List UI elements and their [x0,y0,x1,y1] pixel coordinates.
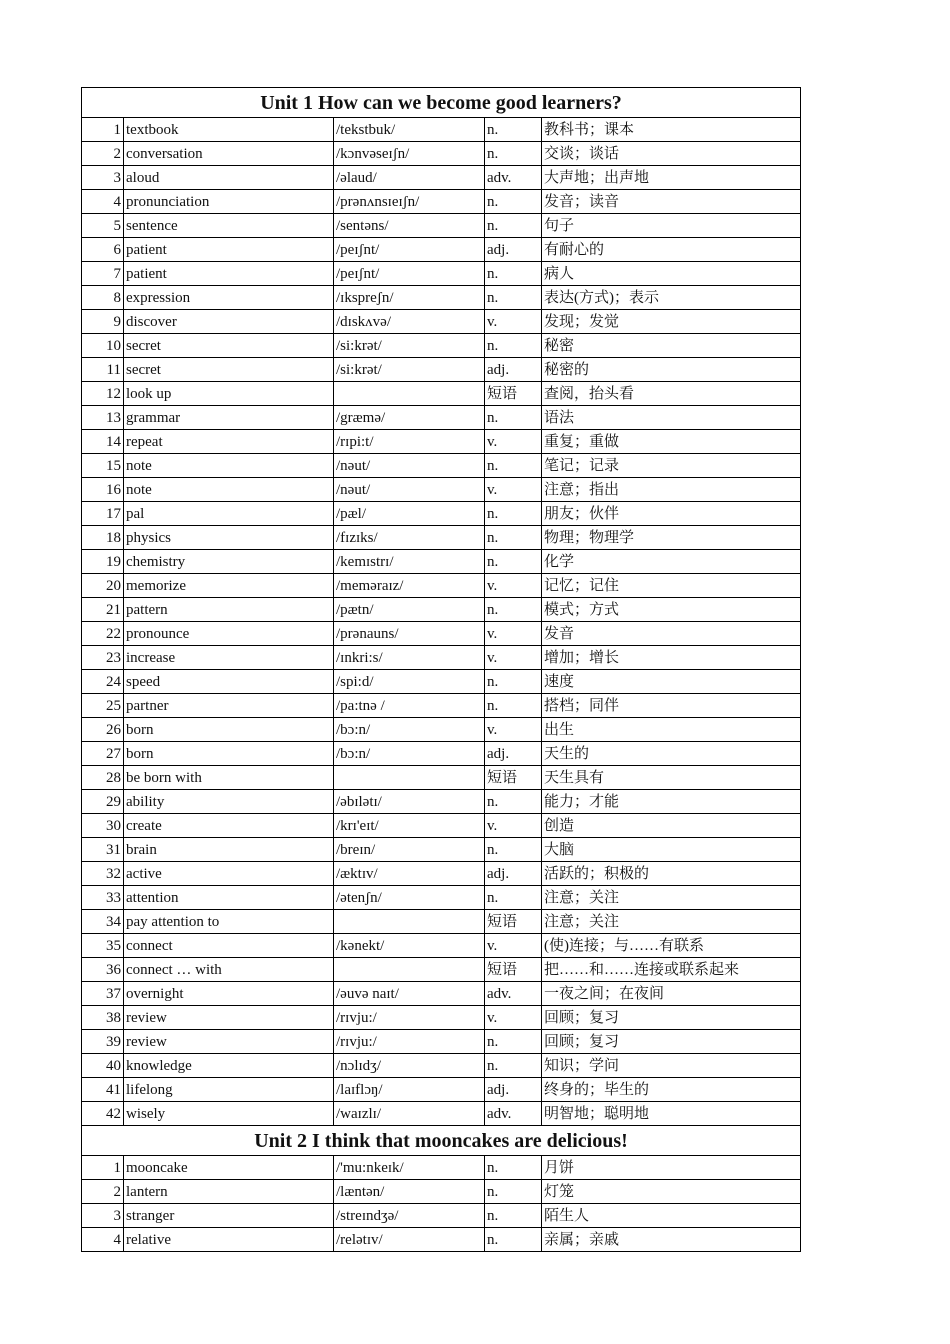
word-cell: note [124,454,334,478]
part-of-speech-cell: n. [485,694,542,718]
row-number: 12 [82,382,124,406]
part-of-speech-cell: n. [485,190,542,214]
phonetic-cell: /sentəns/ [334,214,485,238]
meaning-cell: 病人 [542,262,801,286]
row-number: 2 [82,142,124,166]
phonetic-cell: /si:krət/ [334,358,485,382]
part-of-speech-cell: v. [485,478,542,502]
word-cell: chemistry [124,550,334,574]
word-cell: wisely [124,1102,334,1126]
part-of-speech-cell: v. [485,718,542,742]
row-number: 16 [82,478,124,502]
word-cell: review [124,1006,334,1030]
phonetic-cell: /krɪ'eɪt/ [334,814,485,838]
table-row [82,1102,801,1126]
row-number: 19 [82,550,124,574]
phonetic-cell: /dɪskʌvə/ [334,310,485,334]
table-row [82,814,801,838]
table-row [82,190,801,214]
part-of-speech-cell: adj. [485,1078,542,1102]
part-of-speech-cell: 短语 [485,958,542,982]
part-of-speech-cell: adj. [485,742,542,766]
part-of-speech-cell: n. [485,790,542,814]
meaning-cell: 化学 [542,550,801,574]
phonetic-cell: /nəut/ [334,478,485,502]
row-number: 27 [82,742,124,766]
part-of-speech-cell: n. [485,886,542,910]
word-cell: born [124,718,334,742]
part-of-speech-cell: 短语 [485,382,542,406]
meaning-cell: 发现；发觉 [542,310,801,334]
meaning-cell: 语法 [542,406,801,430]
part-of-speech-cell: v. [485,814,542,838]
word-cell: relative [124,1228,334,1252]
phonetic-cell: /kɔnvəseɪʃn/ [334,142,485,166]
word-cell: textbook [124,118,334,142]
meaning-cell: 记忆；记住 [542,574,801,598]
phonetic-cell: /tekstbuk/ [334,118,485,142]
word-cell: conversation [124,142,334,166]
table-row [82,886,801,910]
part-of-speech-cell: n. [485,1030,542,1054]
meaning-cell: 发音 [542,622,801,646]
table-row [82,430,801,454]
phonetic-cell: /spi:d/ [334,670,485,694]
row-number: 26 [82,718,124,742]
part-of-speech-cell: n. [485,502,542,526]
word-cell: pronounce [124,622,334,646]
unit-title: Unit 1 How can we become good learners? [82,88,801,118]
row-number: 7 [82,262,124,286]
part-of-speech-cell: adv. [485,166,542,190]
phonetic-cell: /prənʌnsɪeɪʃn/ [334,190,485,214]
word-cell: secret [124,334,334,358]
meaning-cell: 创造 [542,814,801,838]
table-row [82,454,801,478]
phonetic-cell: /ɪkspreʃn/ [334,286,485,310]
part-of-speech-cell: n. [485,454,542,478]
word-cell: physics [124,526,334,550]
table-row [82,1078,801,1102]
meaning-cell: 查阅，抬头看 [542,382,801,406]
part-of-speech-cell: n. [485,1180,542,1204]
part-of-speech-cell: 短语 [485,766,542,790]
row-number: 32 [82,862,124,886]
part-of-speech-cell: adj. [485,862,542,886]
word-cell: expression [124,286,334,310]
phonetic-cell: /breɪn/ [334,838,485,862]
unit-title: Unit 2 I think that mooncakes are delicious! [82,1126,801,1156]
row-number: 24 [82,670,124,694]
table-row [82,766,801,790]
meaning-cell: 交谈；谈话 [542,142,801,166]
word-cell: connect [124,934,334,958]
phonetic-cell: /streɪndʒə/ [334,1204,485,1228]
table-row [82,598,801,622]
row-number: 2 [82,1180,124,1204]
table-row [82,718,801,742]
table-row [82,574,801,598]
phonetic-cell [334,910,485,934]
word-cell: grammar [124,406,334,430]
word-cell: brain [124,838,334,862]
row-number: 38 [82,1006,124,1030]
meaning-cell: 句子 [542,214,801,238]
word-cell: discover [124,310,334,334]
part-of-speech-cell: n. [485,1204,542,1228]
meaning-cell: 回顾；复习 [542,1006,801,1030]
row-number: 30 [82,814,124,838]
part-of-speech-cell: v. [485,1006,542,1030]
phonetic-cell: /rɪpi:t/ [334,430,485,454]
row-number: 8 [82,286,124,310]
part-of-speech-cell: n. [485,214,542,238]
phonetic-cell: /rɪvju:/ [334,1030,485,1054]
table-row [82,166,801,190]
word-cell: pronunciation [124,190,334,214]
phonetic-cell: /əlaud/ [334,166,485,190]
word-cell: create [124,814,334,838]
word-cell: look up [124,382,334,406]
meaning-cell: 速度 [542,670,801,694]
meaning-cell: 回顾；复习 [542,1030,801,1054]
table-row [82,1204,801,1228]
row-number: 14 [82,430,124,454]
row-number: 41 [82,1078,124,1102]
meaning-cell: 把……和……连接或联系起来 [542,958,801,982]
phonetic-cell: /kənekt/ [334,934,485,958]
table-row [82,1156,801,1180]
part-of-speech-cell: adv. [485,982,542,1006]
row-number: 37 [82,982,124,1006]
part-of-speech-cell: n. [485,598,542,622]
table-row [82,262,801,286]
table-row [82,358,801,382]
table-row [82,478,801,502]
vocabulary-table [81,87,801,1252]
row-number: 6 [82,238,124,262]
phonetic-cell [334,766,485,790]
phonetic-cell: /laɪflɔŋ/ [334,1078,485,1102]
part-of-speech-cell: adv. [485,1102,542,1126]
word-cell: overnight [124,982,334,1006]
part-of-speech-cell: 短语 [485,910,542,934]
part-of-speech-cell: n. [485,406,542,430]
word-cell: patient [124,238,334,262]
word-cell: pattern [124,598,334,622]
phonetic-cell: /græmə/ [334,406,485,430]
unit-header-row [82,1126,801,1156]
word-cell: partner [124,694,334,718]
meaning-cell: 重复；重做 [542,430,801,454]
table-row [82,238,801,262]
phonetic-cell: /prənauns/ [334,622,485,646]
part-of-speech-cell: n. [485,1054,542,1078]
meaning-cell: 注意；指出 [542,478,801,502]
word-cell: stranger [124,1204,334,1228]
row-number: 25 [82,694,124,718]
word-cell: secret [124,358,334,382]
table-row [82,502,801,526]
phonetic-cell: /peɪʃnt/ [334,262,485,286]
table-row [82,142,801,166]
phonetic-cell: /peɪʃnt/ [334,238,485,262]
meaning-cell: 月饼 [542,1156,801,1180]
meaning-cell: 天生具有 [542,766,801,790]
table-row [82,694,801,718]
word-cell: lantern [124,1180,334,1204]
part-of-speech-cell: n. [485,1228,542,1252]
table-row [82,118,801,142]
word-cell: knowledge [124,1054,334,1078]
table-row [82,1030,801,1054]
row-number: 18 [82,526,124,550]
row-number: 23 [82,646,124,670]
word-cell: memorize [124,574,334,598]
row-number: 9 [82,310,124,334]
phonetic-cell: /bɔ:n/ [334,718,485,742]
table-row [82,214,801,238]
part-of-speech-cell: n. [485,286,542,310]
part-of-speech-cell: n. [485,670,542,694]
meaning-cell: 注意；关注 [542,910,801,934]
part-of-speech-cell: v. [485,430,542,454]
meaning-cell: 模式；方式 [542,598,801,622]
row-number: 11 [82,358,124,382]
part-of-speech-cell: n. [485,142,542,166]
row-number: 31 [82,838,124,862]
row-number: 40 [82,1054,124,1078]
part-of-speech-cell: n. [485,526,542,550]
meaning-cell: 知识；学问 [542,1054,801,1078]
table-row [82,1228,801,1252]
part-of-speech-cell: n. [485,1156,542,1180]
meaning-cell: 大声地；出声地 [542,166,801,190]
row-number: 13 [82,406,124,430]
word-cell: increase [124,646,334,670]
table-row [82,622,801,646]
table-row [82,1180,801,1204]
meaning-cell: 一夜之间；在夜间 [542,982,801,1006]
row-number: 29 [82,790,124,814]
part-of-speech-cell: n. [485,118,542,142]
phonetic-cell: /pætn/ [334,598,485,622]
meaning-cell: 发音；读音 [542,190,801,214]
part-of-speech-cell: n. [485,550,542,574]
meaning-cell: 陌生人 [542,1204,801,1228]
table-row [82,526,801,550]
meaning-cell: 终身的；毕生的 [542,1078,801,1102]
table-row [82,790,801,814]
meaning-cell: 物理；物理学 [542,526,801,550]
word-cell: mooncake [124,1156,334,1180]
meaning-cell: 出生 [542,718,801,742]
row-number: 20 [82,574,124,598]
row-number: 21 [82,598,124,622]
row-number: 35 [82,934,124,958]
meaning-cell: 搭档；同伴 [542,694,801,718]
table-row [82,742,801,766]
phonetic-cell: /əuvə naɪt/ [334,982,485,1006]
part-of-speech-cell: v. [485,310,542,334]
row-number: 42 [82,1102,124,1126]
table-row [82,646,801,670]
word-cell: active [124,862,334,886]
part-of-speech-cell: adj. [485,358,542,382]
meaning-cell: 灯笼 [542,1180,801,1204]
phonetic-cell: /waɪzlɪ/ [334,1102,485,1126]
phonetic-cell: /ətenʃn/ [334,886,485,910]
table-row [82,550,801,574]
phonetic-cell: /relətɪv/ [334,1228,485,1252]
phonetic-cell: /fɪzɪks/ [334,526,485,550]
row-number: 28 [82,766,124,790]
table-row [82,406,801,430]
part-of-speech-cell: v. [485,622,542,646]
phonetic-cell [334,958,485,982]
table-row [82,286,801,310]
part-of-speech-cell: v. [485,646,542,670]
table-row [82,334,801,358]
row-number: 33 [82,886,124,910]
meaning-cell: 秘密的 [542,358,801,382]
word-cell: connect … with [124,958,334,982]
phonetic-cell: /ɪnkri:s/ [334,646,485,670]
row-number: 1 [82,118,124,142]
word-cell: born [124,742,334,766]
row-number: 17 [82,502,124,526]
part-of-speech-cell: n. [485,262,542,286]
meaning-cell: 活跃的；积极的 [542,862,801,886]
meaning-cell: 天生的 [542,742,801,766]
row-number: 3 [82,166,124,190]
row-number: 10 [82,334,124,358]
row-number: 39 [82,1030,124,1054]
meaning-cell: (使)连接；与……有联系 [542,934,801,958]
meaning-cell: 表达(方式)；表示 [542,286,801,310]
meaning-cell: 朋友；伙伴 [542,502,801,526]
table-row [82,1006,801,1030]
phonetic-cell: /kemɪstrɪ/ [334,550,485,574]
meaning-cell: 教科书；课本 [542,118,801,142]
table-row [82,982,801,1006]
table-row [82,310,801,334]
phonetic-cell: /si:krət/ [334,334,485,358]
word-cell: attention [124,886,334,910]
table-row [82,382,801,406]
meaning-cell: 大脑 [542,838,801,862]
table-row [82,670,801,694]
part-of-speech-cell: adj. [485,238,542,262]
meaning-cell: 亲属；亲戚 [542,1228,801,1252]
phonetic-cell: /əbɪlətɪ/ [334,790,485,814]
meaning-cell: 笔记；记录 [542,454,801,478]
row-number: 3 [82,1204,124,1228]
phonetic-cell: /rɪvju:/ [334,1006,485,1030]
word-cell: patient [124,262,334,286]
unit-header-row [82,88,801,118]
meaning-cell: 注意；关注 [542,886,801,910]
meaning-cell: 增加；增长 [542,646,801,670]
phonetic-cell: /'mu:nkeɪk/ [334,1156,485,1180]
word-cell: review [124,1030,334,1054]
row-number: 22 [82,622,124,646]
word-cell: pay attention to [124,910,334,934]
phonetic-cell: /bɔ:n/ [334,742,485,766]
row-number: 5 [82,214,124,238]
word-cell: pal [124,502,334,526]
word-cell: note [124,478,334,502]
phonetic-cell [334,382,485,406]
word-cell: be born with [124,766,334,790]
phonetic-cell: /æktɪv/ [334,862,485,886]
meaning-cell: 能力；才能 [542,790,801,814]
table-row [82,862,801,886]
table-row [82,1054,801,1078]
row-number: 1 [82,1156,124,1180]
word-cell: ability [124,790,334,814]
phonetic-cell: /nəut/ [334,454,485,478]
meaning-cell: 明智地；聪明地 [542,1102,801,1126]
row-number: 15 [82,454,124,478]
part-of-speech-cell: v. [485,574,542,598]
row-number: 4 [82,1228,124,1252]
part-of-speech-cell: n. [485,334,542,358]
phonetic-cell: /pæl/ [334,502,485,526]
word-cell: aloud [124,166,334,190]
row-number: 36 [82,958,124,982]
table-row [82,910,801,934]
meaning-cell: 有耐心的 [542,238,801,262]
phonetic-cell: /pa:tnə / [334,694,485,718]
part-of-speech-cell: n. [485,838,542,862]
table-row [82,838,801,862]
word-cell: repeat [124,430,334,454]
word-cell: speed [124,670,334,694]
phonetic-cell: /meməraɪz/ [334,574,485,598]
part-of-speech-cell: v. [485,934,542,958]
table-row [82,934,801,958]
row-number: 34 [82,910,124,934]
phonetic-cell: /nɔlɪdʒ/ [334,1054,485,1078]
word-cell: sentence [124,214,334,238]
phonetic-cell: /læntən/ [334,1180,485,1204]
word-cell: lifelong [124,1078,334,1102]
row-number: 4 [82,190,124,214]
table-row [82,958,801,982]
meaning-cell: 秘密 [542,334,801,358]
